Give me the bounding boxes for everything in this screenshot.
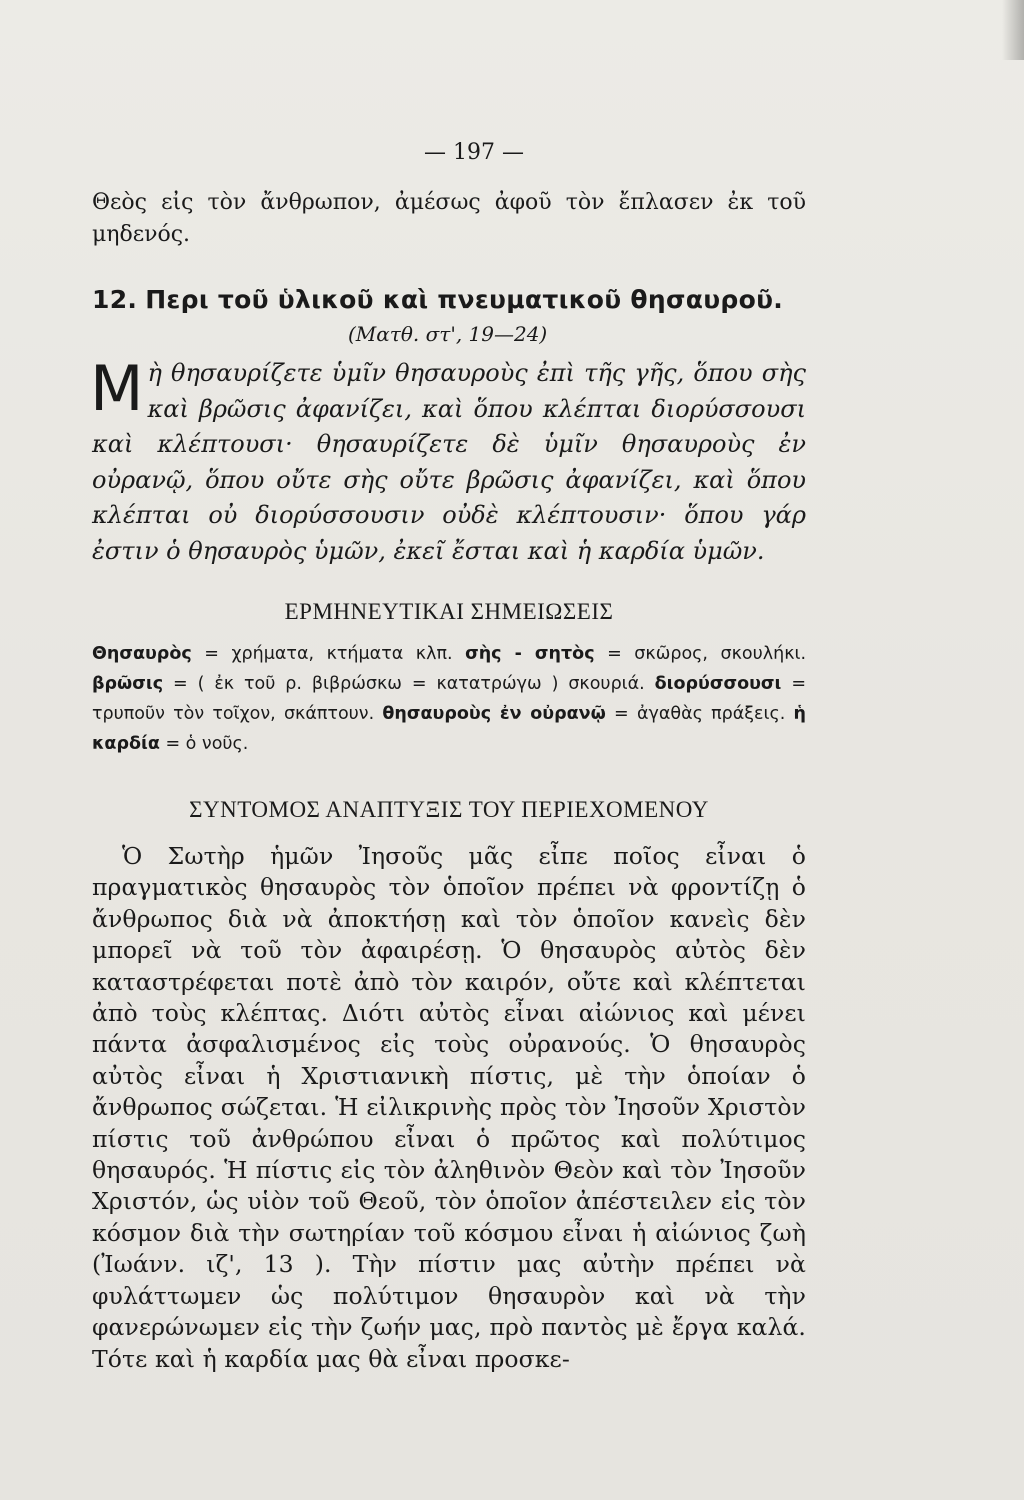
summary-paragraph: Ὁ Σωτὴρ ἡμῶν Ἰησοῦς μᾶς εἶπε ποῖος εἶναι ὁ πραγματικὸς θησαυρὸς τὸν ὁποῖον πρέπει νὰ φροντίζῃ ὁ ἄνθρωπος διὰ νὰ ἀποκτήσῃ καὶ τὸν ὁποῖον κανεὶς δὲν μπορεῖ νὰ τοῦ τὸν ἀφαιρέσῃ. Ὁ θησαυρὸς αὐτὸς δὲν καταστρέφεται ποτὲ ἀπὸ τὸν καιρόν, οὔτε καὶ κλέπτεται ἀπὸ τοὺς κλέπτας. Διότι αὐτὸς εἶναι αἰώνιος καὶ μένει πάντα ἀσφαλισμένος εἰς τοὺς οὐρανούς. Ὁ θησαυρὸς αὐτὸς εἶναι ἡ Χριστιανικὴ πίστις, μὲ τὴν ὁποίαν ὁ ἄνθρωπος σώζεται. Ἡ εἰλικρινὴς πρὸς τὸν Ἰησοῦν Χριστὸν πίστις τοῦ ἀνθρώπου εἶναι ὁ πρῶτος καὶ πολύτιμος θησαυρός. Ἡ πίστις εἰς τὸν ἀληθινὸν Θεὸν καὶ τὸν Ἰησοῦν Χριστόν, ὡς υἱὸν τοῦ Θεοῦ, τὸν ὁποῖον ἀπέστειλεν εἰς τὸν κόσμον διὰ τὴν σωτηρίαν τοῦ κόσμου εἶναι ἡ αἰώνιος ζωὴ (Ἰωάνν. ιζ', 13 ). Τὴν πίστιν μας αὐτὴν πρέπει νὰ φυλάττωμεν ὡς πολύτιμον θησαυρὸν καὶ νὰ τὴν φανερώνωμεν εἰς τὴν ζωήν μας, πρὸ παντὸς μὲ ἔργα καλά. Τότε καὶ ἡ καρδία μας θὰ εἶναι προσκε- bbox=[92, 842, 806, 1373]
note-term: ἡ καρδία bbox=[92, 704, 806, 754]
note-definition: = σκῶρος, σκουλήκι. bbox=[607, 644, 807, 664]
section-heading bbox=[92, 285, 806, 314]
note-term: θησαυροὺς ἐν οὐρανῷ bbox=[382, 704, 606, 724]
note-definition: = χρήματα, κτήματα κλπ. bbox=[204, 644, 453, 664]
section-number: 12. bbox=[92, 285, 138, 314]
intro-paragraph: Θεὸς εἰς τὸν ἄνθρωπον, ἀμέσως ἀφοῦ τὸν ἔπλασεν ἐκ τοῦ μηδενός. bbox=[92, 190, 806, 247]
note-term: σὴς - σητὸς bbox=[465, 644, 595, 664]
note-term: βρῶσις bbox=[92, 674, 164, 694]
page-number: — 197 — bbox=[424, 140, 524, 165]
note-definition: = ( ἐκ τοῦ ρ. βιβρώσκω = κατατρώγω ) σκουριά. bbox=[173, 674, 645, 694]
scripture-text: ὴ θησαυρίζετε ὑμῖν θησαυροὺς ἐπὶ τῆς γῆς, ὅπου σὴς καὶ βρῶσις ἀφανίζει, καὶ ὅπου κλέπται διορύσσουσι καὶ κλέπτουσι· θησαυρίζετε δὲ ὑμῖν θησαυροὺς ἐν οὐρανῷ, ὅπου οὔτε σὴς οὔτε βρῶσις ἀφανίζει, καὶ ὅπου κλέπται οὐ διορύσσουσιν οὐδὲ κλέπτουσιν· ὅπου γάρ ἐστιν ὁ θησαυρὸς ὑμῶν, ἐκεῖ ἔσται καὶ ἡ καρδία ὑμῶν. bbox=[92, 359, 806, 565]
drop-cap: Μ bbox=[90, 352, 144, 425]
notes-heading: ΕΡΜΗΝΕΥΤΙΚΑΙ ΣΗΜΕΙΩΣΕΙΣ bbox=[284, 599, 614, 624]
scripture-reference: (Ματθ. στ', 19—24) bbox=[348, 322, 548, 346]
note-definition: = ἀγαθὰς πράξεις. bbox=[614, 704, 786, 724]
summary-heading: ΣΥΝΤΟΜΟΣ ΑΝΑΠΤΥΞΙΣ ΤΟΥ ΠΕΡΙΕΧΟΜΕΝΟΥ bbox=[189, 797, 709, 822]
scripture-passage bbox=[90, 352, 806, 569]
scan-edge-shadow bbox=[1002, 0, 1024, 60]
note-definition: = ὁ νοῦς. bbox=[165, 734, 249, 754]
note-term: Θησαυρὸς bbox=[92, 644, 192, 664]
page-content bbox=[92, 140, 806, 1375]
section-title: Περι τοῦ ὑλικοῦ καὶ πνευματικοῦ θησαυροῦ. bbox=[145, 285, 784, 314]
explanatory-notes bbox=[92, 639, 806, 759]
note-definition: = τρυποῦν τὸν τοῖχον, σκάπτουν. bbox=[92, 674, 806, 724]
note-term: διορύσσουσι bbox=[654, 674, 782, 694]
